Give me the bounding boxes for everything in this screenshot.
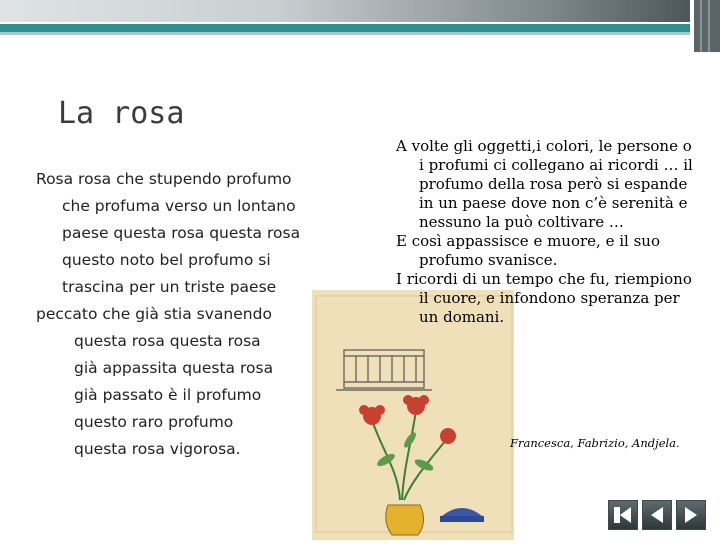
poem-line: paese questa rosa questa rosa <box>62 224 301 242</box>
poem-line: questo raro profumo <box>74 413 234 431</box>
home-icon <box>609 501 637 529</box>
nav-forward-button[interactable] <box>676 500 706 530</box>
commentary-paragraph: I ricordi di un tempo che fu, riempiono il cuore, e infondono speranza per un domani. <box>396 270 692 326</box>
poem-line: questa rosa questa rosa <box>74 332 261 350</box>
header-corner-block <box>694 0 720 52</box>
commentary-paragraph: A volte gli oggetti,i colori, le persone o i profumi ci collegano ai ricordi … il profumo della rosa però si espande in un paese dove non c’è serenità e nessuno la può coltivare … <box>396 137 693 231</box>
commentary-block <box>396 137 696 327</box>
corner-stripe <box>700 0 702 52</box>
nav-home-button[interactable] <box>608 500 638 530</box>
forward-icon <box>677 501 705 529</box>
commentary-paragraph: E così appassisce e muore, e il suo profumo svanisce. <box>396 232 660 269</box>
header-accent-stripe <box>0 24 690 32</box>
rose-drawing-illustration <box>312 290 514 540</box>
poem-line: già passato è il profumo <box>74 386 262 404</box>
poem-line: che profuma verso un lontano <box>62 197 296 215</box>
header-gradient <box>0 0 690 22</box>
back-icon <box>643 501 671 529</box>
poem-line: peccato che già stia svanendo <box>36 305 272 323</box>
poem-block <box>36 166 336 463</box>
poem-line: questa rosa vigorosa. <box>74 440 241 458</box>
child-rose-drawing <box>312 290 514 540</box>
poem-line: già appassita questa rosa <box>74 359 274 377</box>
poem-line: trascina per un triste paese <box>62 278 277 296</box>
header-accent-thin-stripe <box>0 32 690 35</box>
poem-line: Rosa rosa che stupendo profumo <box>36 170 292 188</box>
nav-back-button[interactable] <box>642 500 672 530</box>
header-band <box>0 0 720 26</box>
slide-title: La rosa <box>58 96 185 131</box>
corner-stripe <box>708 0 710 52</box>
poem-line: questo noto bel profumo si <box>62 251 271 269</box>
authors-signature: Francesca, Fabrizio, Andjela. <box>510 436 680 450</box>
